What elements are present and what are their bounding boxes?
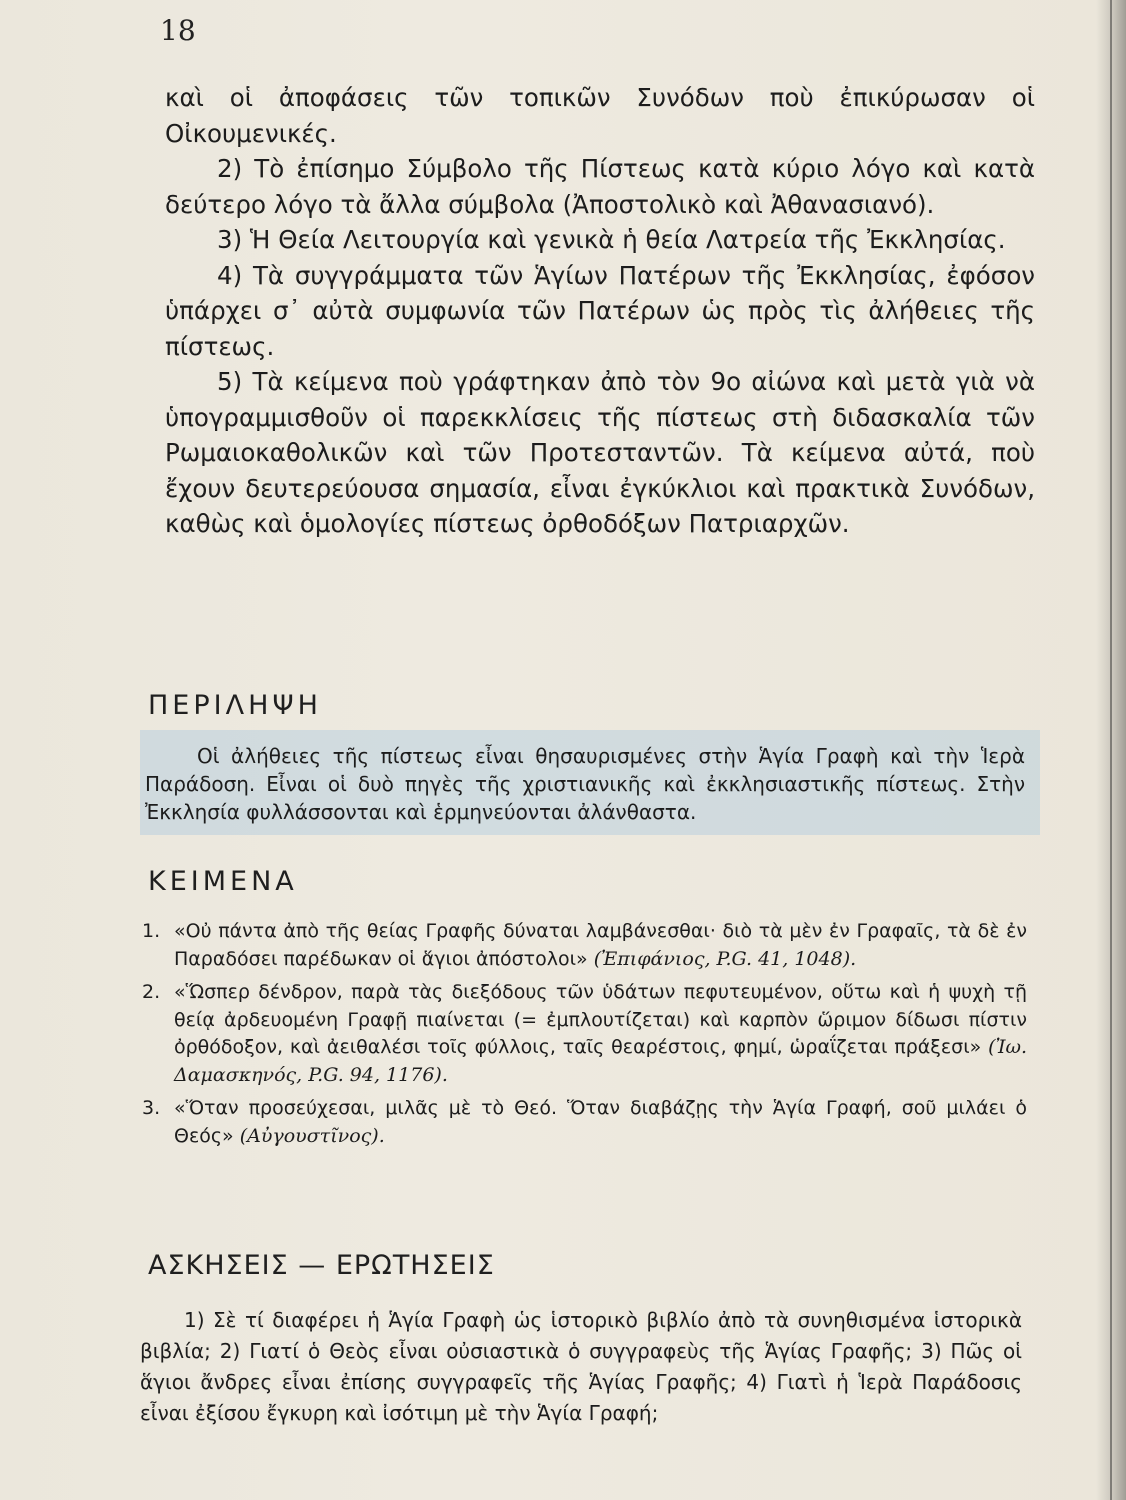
body-paragraph: 4) Τὰ συγγράμματα τῶν Ἁγίων Πατέρων τῆς Ἐκκλησίας, ἐφόσον ὑπάρχει σ᾿ αὐτὰ συμφωνία τῶν Πατέρων ὡς πρὸς τὶς ἀλήθειες τῆς πίστεως.	[165, 260, 1035, 361]
page-number: 18	[160, 14, 196, 47]
exercises-text	[140, 1305, 1022, 1429]
quote-item	[142, 1095, 1027, 1150]
quotes-list	[142, 918, 1027, 1156]
quote-number: 2.	[142, 981, 161, 1003]
quote-item	[142, 918, 1027, 973]
quote-source: (Αὐγουστῖνος).	[239, 1124, 385, 1147]
body-text	[165, 80, 1035, 542]
quote-body	[174, 979, 1027, 1089]
body-paragraph: 2) Τὸ ἐπίσημο Σύμβολο τῆς Πίστεως κατὰ κύριο λόγο καὶ κατὰ δεύτερο λόγο τὰ ἄλλα σύμβολα (Ἀποστολικὸ καὶ Ἀθανασιανό).	[165, 154, 1035, 219]
summary-text	[145, 742, 1025, 826]
body-paragraph: 3) Ἡ Θεία Λειτουργία καὶ γενικὰ ἡ θεία Λατρεία τῆς Ἐκκλησίας.	[217, 225, 1006, 254]
body-paragraph: καὶ οἱ ἀποφάσεις τῶν τοπικῶν Συνόδων ποὺ ἐπικύρωσαν οἱ Οἰκουμενικές.	[165, 83, 1035, 148]
texts-title: ΚΕΙΜΕΝΑ	[148, 866, 298, 897]
quote-number: 1.	[142, 920, 161, 942]
exercises-title: ΑΣΚΗΣΕΙΣ — ΕΡΩΤΗΣΕΙΣ	[148, 1250, 495, 1281]
summary-title: ΠΕΡΙΛΗΨΗ	[148, 690, 322, 721]
quote-item	[142, 979, 1027, 1089]
body-paragraph: 5) Τὰ κείμενα ποὺ γράφτηκαν ἀπὸ τὸν 9ο αἰώνα καὶ μετὰ γιὰ νὰ ὑπογραμμισθοῦν οἱ παρεκκλίσεις τῆς πίστεως στὴ διδασκαλία τῶν Ρωμαιοκαθολικῶν καὶ τῶν Προτεσταντῶν. Τὰ κείμενα αὐτά, ποὺ ἔχουν δευτερεύουσα σημασία, εἶναι ἐγκύκλιοι καὶ πρακτικὰ Συνόδων, καθὼς καὶ ὁμολογίες πίστεως ὀρθοδόξων Πατριαρχῶν.	[165, 367, 1035, 538]
summary-paragraph: Οἱ ἀλήθειες τῆς πίστεως εἶναι θησαυρισμένες στὴν Ἁγία Γραφὴ καὶ τὴν Ἱερὰ Παράδοση. Εἶναι οἱ δυὸ πηγὲς τῆς χριστιανικῆς καὶ ἐκκλησιαστικῆς πίστεως. Στὴν Ἐκκλησία φυλλάσσονται καὶ ἑρμηνεύονται ἀλάνθαστα.	[145, 744, 1025, 824]
page-edge-line	[1110, 0, 1112, 1500]
quote-body	[174, 1095, 1027, 1150]
exercises-paragraph: 1) Σὲ τί διαφέρει ἡ Ἁγία Γραφὴ ὡς ἱστορικὸ βιβλίο ἀπὸ τὰ συνηθισμένα ἱστορικὰ βιβλία; 2) Γιατί ὁ Θεὸς εἶναι οὐσιαστικὰ ὁ συγγραφεὺς τῆς Ἁγίας Γραφῆς; 3) Πῶς οἱ ἅγιοι ἄνδρες εἶναι ἐπίσης συγγραφεῖς τῆς Ἁγίας Γραφῆς; 4) Γιατὶ ἡ Ἱερὰ Παράδοσις εἶναι ἐξίσου ἔγκυρη καὶ ἰσότιμη μὲ τὴν Ἁγία Γραφή;	[140, 1308, 1022, 1425]
quote-text: «Οὐ πάντα ἀπὸ τῆς θείας Γραφῆς δύναται λαμβάνεσθαι· διὸ τὰ μὲν ἐν Γραφαῖς, τὰ δὲ ἐν Παραδόσει παρέδωκαν οἱ ἅγιοι ἀπόστολοι»	[174, 920, 1027, 970]
quote-text: «Ὅταν προσεύχεσαι, μιλᾶς μὲ τὸ Θεό. Ὅταν διαβάζῃς τὴν Ἁγία Γραφή, σοῦ μιλάει ὁ Θεός»	[174, 1097, 1027, 1147]
quote-source: (Ἰω. Δαμασκηνός, P.G. 94, 1176).	[174, 1036, 1028, 1086]
quote-number: 3.	[142, 1097, 161, 1119]
quote-text: «Ὥσπερ δένδρον, παρὰ τὰς διεξόδους τῶν ὑδάτων πεφυτευμένον, οὕτω καὶ ἡ ψυχὴ τῇ θείᾳ ἀρδευομένη Γραφῇ πιαίνεται (= ἐμπλουτίζεται) καὶ καρπὸν ὥριμον δίδωσι πίστιν ὀρθόδοξον, καὶ ἀειθαλέσι τοῖς φύλλοις, ταῖς θεαρέστοις, φημί, ὡραΐζεται πράξεσι»	[174, 981, 1027, 1058]
quote-body	[174, 918, 1027, 973]
quote-source: (Ἐπιφάνιος, P.G. 41, 1048).	[593, 947, 857, 970]
